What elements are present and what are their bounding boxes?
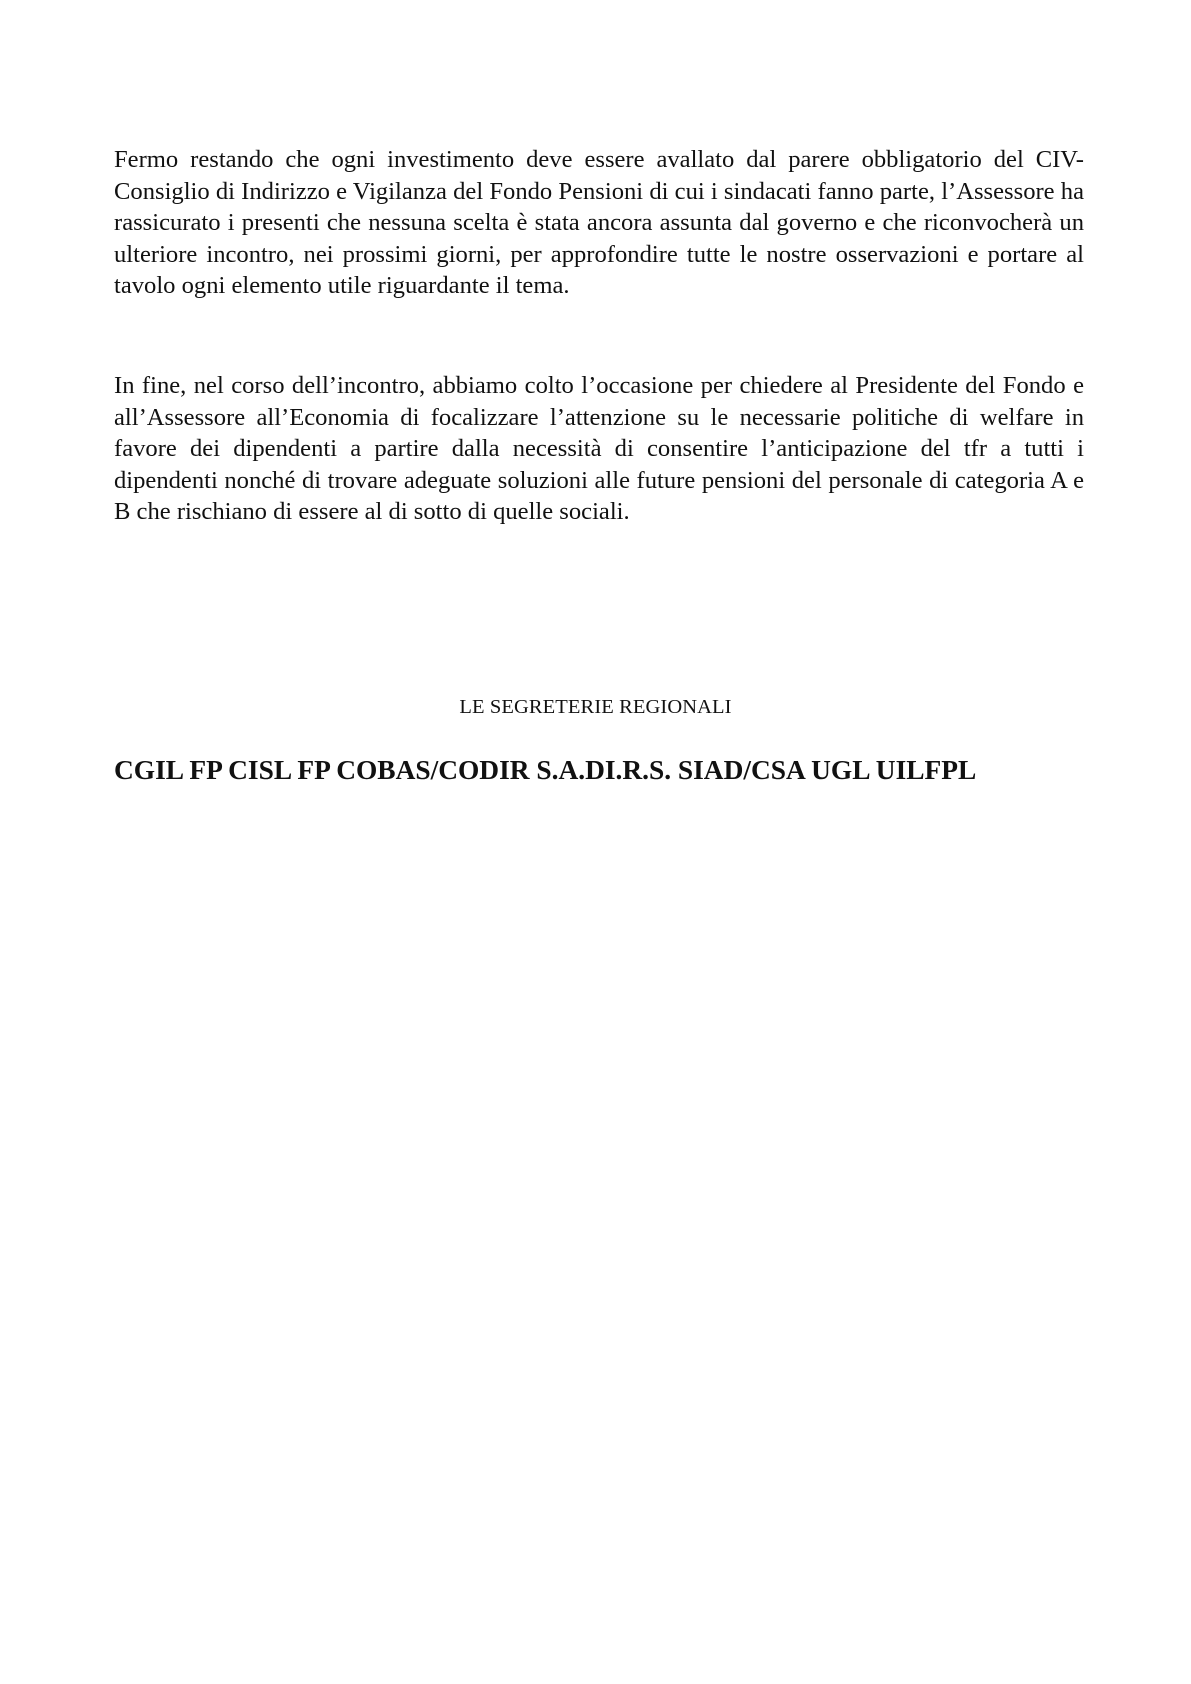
paragraph-investment: Fermo restando che ogni investimento deve essere avallato dal parere obbligatorio del CIV- Consiglio di Indirizzo e Vigilanza del Fondo Pensioni di cui i sindacati fanno parte, l’Assessore ha rassicurato i presenti che nessuna scelta è stata ancora assunta dal governo e che riconvocherà un ulteriore incontro, nei prossimi giorni, per approfondire tutte le nostre osservazioni e portare al tavolo ogni elemento utile riguardante il tema. — [114, 146, 1084, 300]
paragraph-welfare: In fine, nel corso dell’incontro, abbiamo colto l’occasione per chiedere al Presidente del Fondo e all’Assessore all’Economia di focalizzare l’attenzione su le necessarie politiche di welfare in favore dei dipendenti a partire dalla necessità di consentire l’anticipazione del tfr a tutti i dipendenti nonché di trovare adeguate soluzioni alle future pensioni del personale di categoria A e B che rischiano di essere al di sotto di quelle sociali. — [114, 372, 1084, 526]
signature-label: LE SEGRETERIE REGIONALI — [459, 696, 732, 718]
union-signatories: CGIL FP CISL FP COBAS/CODIR S.A.DI.R.S. SIAD/CSA UGL UILFPL — [114, 755, 977, 785]
